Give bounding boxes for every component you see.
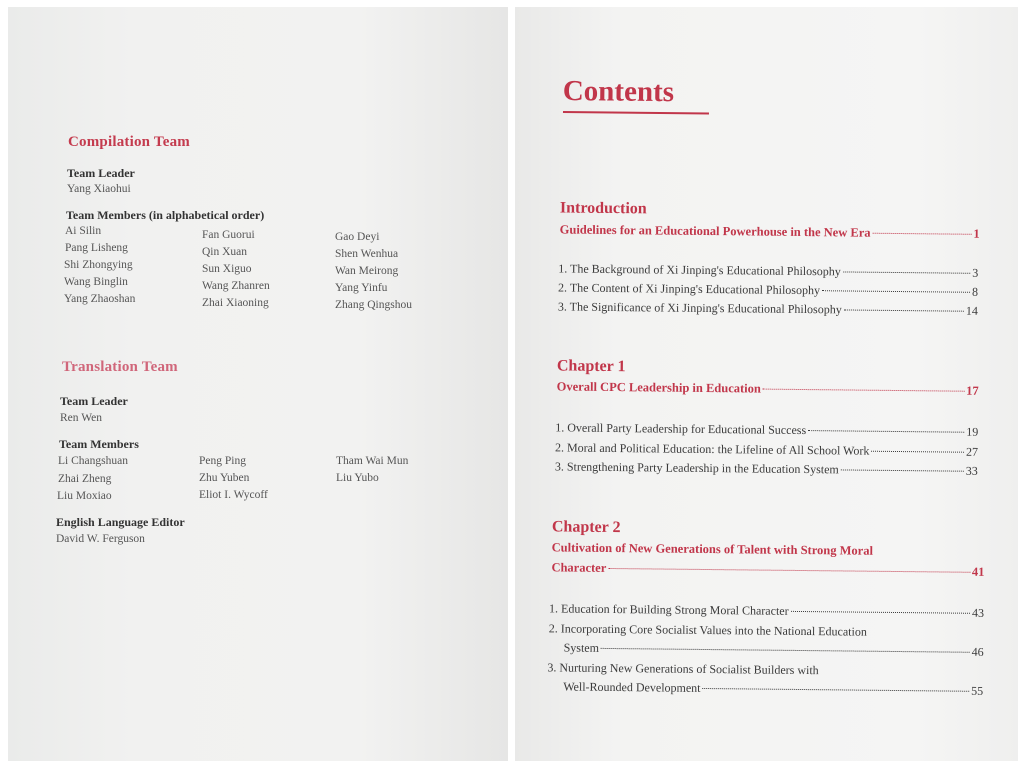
toc-entry-text: 1. Education for Building Strong Moral Character	[548, 601, 789, 618]
compilation-leader-heading: Team Leader	[67, 166, 135, 180]
section-subtitle-line1: Cultivation of New Generations of Talent with Strong Moral	[551, 540, 874, 558]
page-number: 27	[965, 444, 979, 459]
page-number: 41	[971, 564, 985, 579]
toc-entry-line1: 2. Incorporating Core Socialist Values into the National Education	[548, 621, 867, 639]
translation-members-heading: Team Members	[59, 437, 139, 451]
english-editor-heading: English Language Editor	[56, 515, 185, 529]
page-number: 14	[965, 303, 978, 318]
toc-entry[interactable]	[555, 459, 978, 478]
leader-dots	[703, 687, 970, 692]
toc-entry[interactable]	[558, 299, 978, 318]
compilation-leader-name: Yang Xiaohui	[67, 183, 131, 195]
toc-entry-text: System	[563, 640, 600, 655]
toc-entry[interactable]	[555, 440, 978, 459]
member-name: Liu Moxiao	[57, 490, 112, 502]
page-number: 33	[965, 463, 978, 478]
compilation-members-heading: Team Members (in alphabetical order)	[66, 208, 265, 222]
member-name: Qin Xuan	[202, 246, 248, 258]
member-name: Tham Wai Mun	[336, 455, 409, 467]
toc-entry[interactable]	[563, 680, 983, 699]
section-subtitle[interactable]	[551, 560, 984, 580]
section-subtitle-text: Guidelines for an Educational Powerhouse in the New Era	[559, 222, 871, 240]
section-subtitle-text: Overall CPC Leadership in Education	[556, 379, 761, 396]
member-name: Gao Deyi	[335, 231, 380, 243]
member-name: Yang Zhaoshan	[64, 293, 136, 305]
contents-page	[515, 7, 1018, 761]
toc-entry[interactable]	[549, 601, 984, 621]
page-number: 17	[966, 383, 979, 398]
member-name: Ai Silin	[65, 225, 102, 237]
toc-entry-text: 2. The Content of Xi Jinping's Educational Philosophy	[558, 280, 821, 298]
section-subtitle[interactable]	[557, 379, 979, 398]
toc-entry-text: Well-Rounded Development	[563, 679, 701, 695]
contents-title: Contents	[562, 75, 675, 109]
toc-entry[interactable]	[558, 280, 978, 299]
member-name: Liu Yubo	[336, 472, 379, 484]
toc-entry[interactable]	[564, 641, 984, 660]
translation-leader-name: Ren Wen	[60, 412, 102, 424]
page-number: 8	[971, 284, 979, 299]
contents-title-underline	[563, 111, 709, 115]
toc-entry-text: 1. The Background of Xi Jinping's Educational Philosophy	[558, 261, 841, 279]
page-number: 3	[972, 265, 979, 280]
member-name: Yang Yinfu	[335, 282, 388, 294]
leader-dots	[608, 567, 970, 573]
member-name: Wang Binglin	[64, 276, 128, 288]
leader-dots	[808, 429, 964, 433]
leader-dots	[763, 388, 964, 392]
section-label: Chapter 1	[556, 357, 626, 376]
translation-team-title: Translation Team	[62, 359, 178, 375]
leader-dots	[822, 289, 970, 293]
section-subtitle-text: Character	[551, 560, 607, 575]
page-number: 19	[966, 424, 979, 439]
page-number: 43	[971, 605, 985, 620]
credits-page	[8, 7, 508, 761]
leader-dots	[843, 270, 970, 273]
page-gutter	[508, 0, 515, 768]
english-editor-name: David W. Ferguson	[56, 533, 145, 545]
member-name: Eliot I. Wycoff	[199, 489, 268, 501]
member-name: Peng Ping	[199, 455, 246, 467]
leader-dots	[873, 232, 972, 235]
section-subtitle[interactable]	[560, 222, 980, 241]
member-name: Zhang Qingshou	[335, 299, 412, 311]
toc-section-chapter-1	[515, 357, 1018, 478]
member-name: Wan Meirong	[335, 265, 399, 277]
member-name: Fan Guorui	[202, 229, 255, 241]
member-name: Zhai Zheng	[58, 473, 112, 485]
leader-dots	[871, 450, 964, 453]
member-name: Pang Lisheng	[65, 242, 128, 254]
toc-entry-text: 3. The Significance of Xi Jinping's Educational Philosophy	[557, 299, 842, 317]
toc-entry[interactable]	[558, 261, 978, 280]
leader-dots	[601, 647, 970, 653]
member-name: Zhai Xiaoning	[202, 297, 269, 309]
page-number: 46	[971, 644, 984, 659]
member-name: Shi Zhongying	[64, 259, 133, 271]
page-number: 55	[971, 683, 984, 698]
toc-section-introduction	[515, 199, 1018, 318]
section-label: Introduction	[559, 199, 647, 218]
page-number: 1	[973, 226, 980, 241]
translation-leader-heading: Team Leader	[60, 394, 128, 408]
member-name: Sun Xiguo	[202, 263, 252, 275]
member-name: Li Changshuan	[58, 455, 128, 467]
toc-entry-text: 2. Moral and Political Education: the Lifeline of All School Work	[554, 440, 870, 458]
toc-section-chapter-2	[515, 518, 1018, 698]
toc-entry-line1: 3. Nurturing New Generations of Socialist Builders with	[547, 660, 819, 678]
member-name: Wang Zhanren	[202, 280, 270, 292]
toc-entry-text: 3. Strengthening Party Leadership in the Education System	[554, 459, 839, 477]
toc-entry-text: 1. Overall Party Leadership for Educational Success	[555, 420, 807, 438]
member-name: Zhu Yuben	[199, 472, 250, 484]
member-name: Shen Wenhua	[335, 248, 399, 260]
leader-dots	[841, 468, 964, 471]
section-label: Chapter 2	[551, 518, 621, 537]
compilation-team-title: Compilation Team	[68, 134, 190, 150]
leader-dots	[844, 308, 964, 311]
leader-dots	[791, 610, 970, 614]
toc-entry[interactable]	[555, 420, 978, 439]
